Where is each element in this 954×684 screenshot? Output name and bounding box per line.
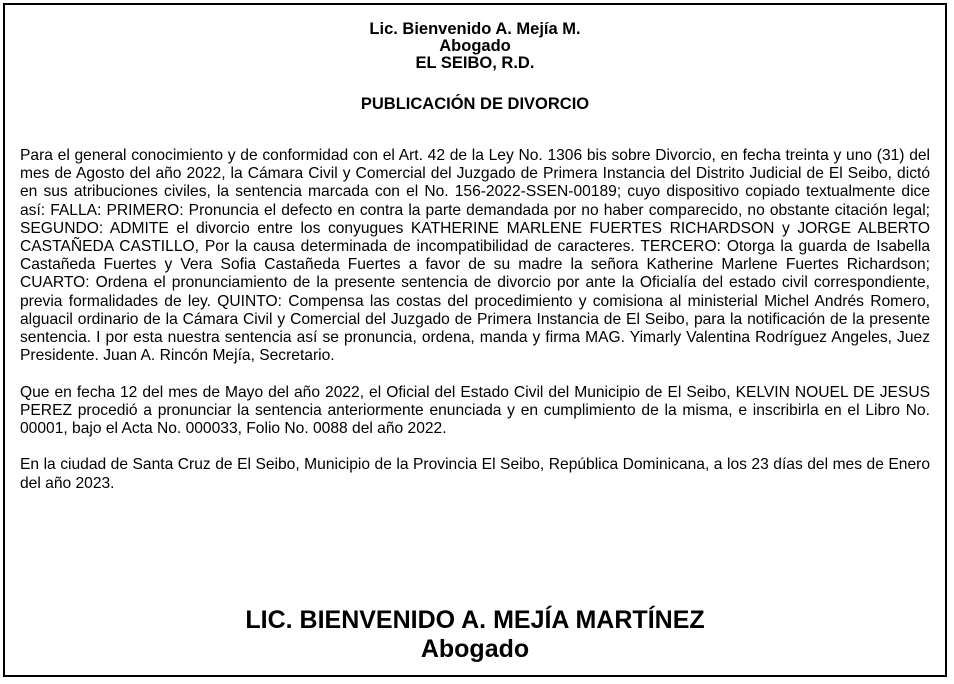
- header: [5, 21, 945, 72]
- body-paragraph-2: Que en fecha 12 del mes de Mayo del año 2022, el Oficial del Estado Civil del Municipio de El Seibo, KELVIN NOUEL DE JESUS PEREZ procedió a pronunciar la sentencia anteriormente enunciada y en cumplimiento de la misma, e inscribirla en el Libro No. 00001, bajo el Acta No. 000033, Folio No. 0088 del año 2022.: [20, 383, 930, 438]
- body-paragraph-1: Para el general conocimiento y de conformidad con el Art. 42 de la Ley No. 1306 bis sobre Divorcio, en fecha treinta y uno (31) del mes de Agosto del año 2022, la Cámara Civil y Comercial del Juzgado de Primera Instancia del Distrito Judicial de El Seibo, dictó en sus atribuciones civiles, la sentencia marcada con el No. 156-2022-SSEN-00189; cuyo dispositivo copiado textualmente dice así: FALLA: PRIMERO: Pronuncia el defecto en contra la parte demandada por no haber comparecido, no obstante citación legal; SEGUNDO: ADMITE el divorcio entre los conyugues KATHERINE MARLENE FUERTES RICHARDSON y JORGE ALBERTO CASTAÑEDA CASTILLO, Por la causa determinada de incompatibilidad de caracteres. TERCERO: Otorga la guarda de Isabella Castañeda Fuertes y Vera Sofia Castañeda Fuertes a favor de su madre la señora Katherine Marlene Fuertes Richardson; CUARTO: Ordena el pronunciamiento de la presente sentencia de divorcio por ante la Oficialía del estado civil correspondiente, previa formalidades de ley. QUINTO: Compensa las costas del procedimiento y comisiona al ministerial Michel Andrés Romero, alguacil ordinario de la Cámara Civil y Comercial del Juzgado de Primera Instancia de El Seibo, para la notificación de la presente sentencia. I por esta nuestra sentencia así se pronuncia, ordena, manda y firma MAG. Yimarly Valentina Rodríguez Angeles, Juez Presidente. Juan A. Rincón Mejía, Secretario.: [20, 147, 930, 365]
- publication-title: PUBLICACIÓN DE DIVORCIO: [360, 95, 590, 113]
- publication-body: [20, 147, 930, 493]
- header-location: EL SEIBO, R.D.: [415, 54, 535, 72]
- signature-block: [5, 605, 945, 663]
- signature-name: LIC. BIENVENIDO A. MEJÍA MARTÍNEZ: [245, 606, 705, 634]
- signature-role: Abogado: [420, 635, 530, 663]
- header-role: Abogado: [439, 37, 511, 55]
- header-name: Lic. Bienvenido A. Mejía M.: [369, 20, 581, 38]
- body-paragraph-3: En la ciudad de Santa Cruz de El Seibo, Municipio de la Provincia El Seibo, República Dominicana, a los 23 días del mes de Enero del año 2023.: [20, 456, 930, 492]
- publication-frame: [3, 3, 947, 677]
